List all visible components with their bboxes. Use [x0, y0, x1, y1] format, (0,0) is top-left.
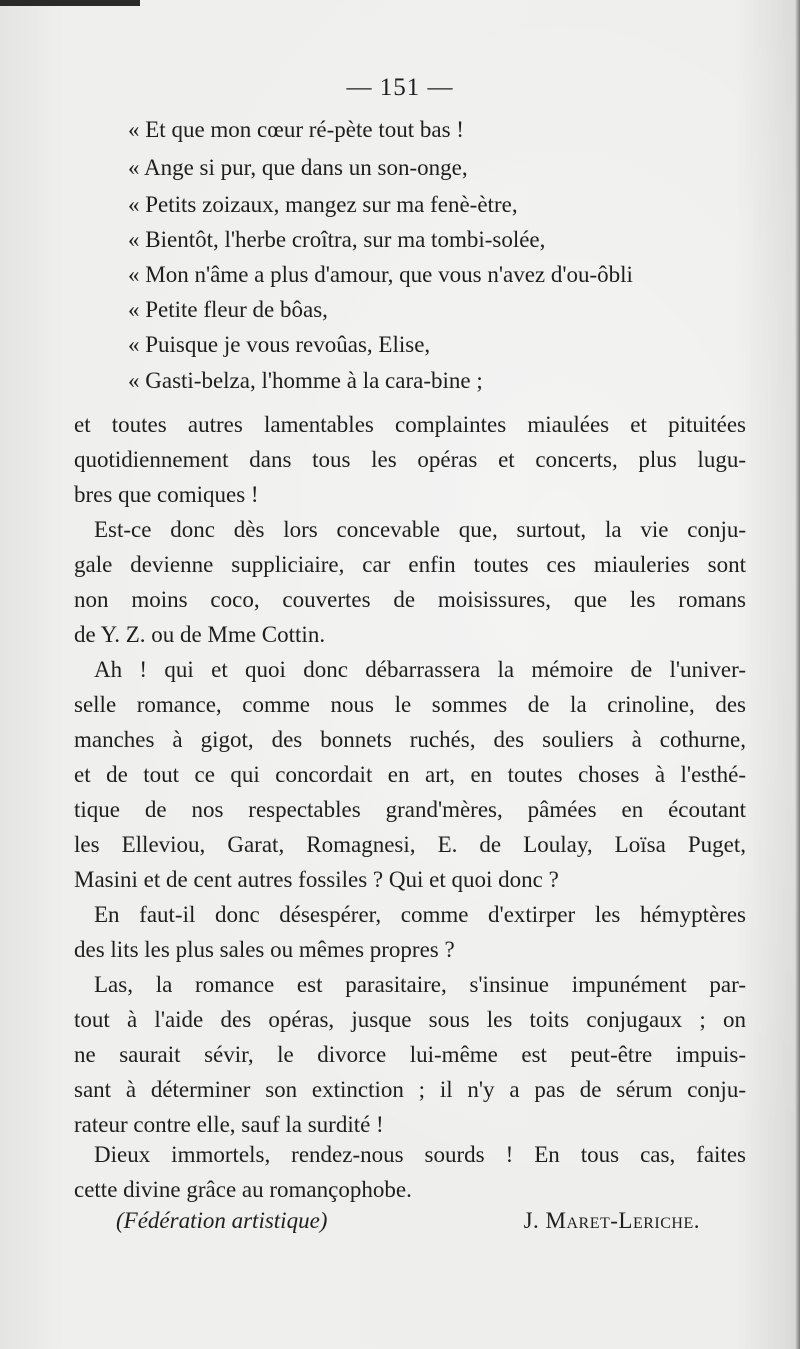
verse-line: « Gasti-belza, l'homme à la cara-bine ;	[128, 368, 483, 393]
paragraph-line: selle romance, comme nous le sommes de la crinoline, des	[74, 692, 746, 717]
verse-line: « Puisque je vous revoûas, Elise,	[128, 332, 431, 357]
verse-line: « Mon n'âme a plus d'amour, que vous n'avez d'ou-ôbli	[128, 262, 633, 287]
paragraph-line: ne saurait sévir, le divorce lui-même est peut-être impuis-	[74, 1042, 746, 1067]
paragraph-line: les Elleviou, Garat, Romagnesi, E. de Loulay, Loïsa Puget,	[74, 832, 746, 857]
paragraph-line: non moins coco, couvertes de moisissures, que les romans	[74, 587, 746, 612]
page-edge-right	[795, 0, 800, 1349]
paragraph-line: Las, la romance est parasitaire, s'insinue impunément par-	[94, 972, 746, 997]
paragraph-line: quotidiennement dans tous les opéras et concerts, plus lugu-	[74, 447, 746, 472]
paragraph-line: manches à gigot, des bonnets ruchés, des souliers à cothurne,	[74, 727, 746, 752]
paragraph-line: cette divine grâce au romançophobe.	[74, 1177, 412, 1202]
paragraph-line: Ah ! qui et quoi donc débarrassera la mémoire de l'univer-	[94, 657, 746, 682]
author-name: J. Maret-Leriche.	[523, 1208, 700, 1233]
paragraph-line: et de tout ce qui concordait en art, en toutes choses à l'esthé-	[74, 762, 746, 787]
paragraph-line: des lits les plus sales ou mêmes propres ?	[74, 937, 455, 962]
paragraph-line: tique de nos respectables grand'mères, pâmées en écoutant	[74, 797, 746, 822]
verse-line: « Petite fleur de bôas,	[128, 297, 328, 322]
paragraph-line: sant à déterminer son extinction ; il n'y a pas de sérum conju-	[74, 1077, 746, 1102]
verse-line: « Et que mon cœur ré-pète tout bas !	[128, 117, 464, 142]
paragraph-line: de Y. Z. ou de Mme Cottin.	[74, 622, 326, 647]
source-credit: (Fédération artistique)	[116, 1208, 328, 1233]
paragraph-line: et toutes autres lamentables complaintes miaulées et pituitées	[74, 412, 746, 437]
paragraph-line: En faut-il donc désespérer, comme d'extirper les hémyptères	[94, 902, 746, 927]
page-edge-top	[0, 0, 140, 6]
paragraph-line: bres que comiques !	[74, 482, 259, 507]
page-number: — 151 —	[346, 74, 454, 101]
paragraph-line: Est-ce donc dès lors concevable que, surtout, la vie conju-	[94, 517, 746, 542]
verse-line: « Petits zoizaux, mangez sur ma fenè-ètre,	[128, 192, 518, 217]
paragraph-line: rateur contre elle, sauf la surdité !	[74, 1112, 384, 1137]
paragraph-line: Masini et de cent autres fossiles ? Qui et quoi donc ?	[74, 867, 559, 892]
paragraph-line: gale devienne suppliciaire, car enfin toutes ces miauleries sont	[74, 552, 746, 577]
paragraph-line: tout à l'aide des opéras, jusque sous les toits conjugaux ; on	[74, 1007, 746, 1032]
verse-line: « Bientôt, l'herbe croîtra, sur ma tombi-solée,	[128, 227, 546, 252]
paragraph-line: Dieux immortels, rendez-nous sourds ! En tous cas, faites	[94, 1142, 746, 1167]
verse-line: « Ange si pur, que dans un son-onge,	[128, 155, 468, 180]
